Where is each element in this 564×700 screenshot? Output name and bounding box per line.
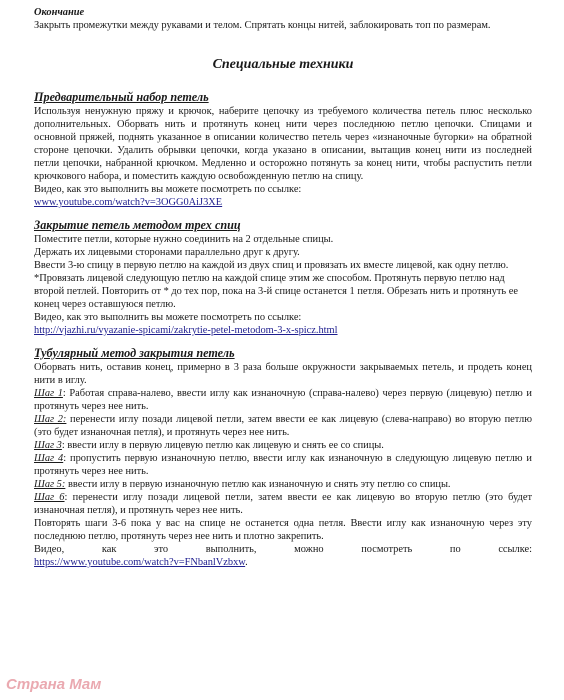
three-needle-line-3: Ввести 3-ю спицу в первую петлю на каждой из двух спиц и провязать их вместе лицевой, как одну петлю. xyxy=(34,260,509,271)
step-text: перенести иглу позади лицевой петли, затем ввести ее как лицевую (слева-направо) во вторую петлю (это будет изнаночная петля), и протянуть через нее нить. xyxy=(34,414,532,438)
step-label: Шаг 1 xyxy=(34,388,63,399)
step-text: : перенести иглу позади лицевой петли, затем ввести ее как лицевую во вторую петлю (это будет изнаночная петля), и протянуть через нее нить. xyxy=(34,492,532,516)
step-label: Шаг 2: xyxy=(34,414,67,425)
step-text: : Работая справа-налево, ввести иглу как изнаночную (справа-налево) через первую (лицевую) петлю и протянуть через нее нить. xyxy=(34,388,532,412)
step-label: Шаг 6 xyxy=(34,492,65,503)
section-provisional-cast-on-title: Предварительный набор петель xyxy=(34,90,209,104)
step-text: : ввести иглу в первую лицевую петлю как лицевую и снять ее со спицы. xyxy=(61,440,384,451)
section-tubular-bindoff-title: Тубулярный метод закрытия петель xyxy=(34,346,235,360)
tubular-repeat: Повторять шаги 3-6 пока у вас на спице не останется одна петля. Ввести иглу как изнаночную через эту последнюю петлю, протянуть через нее нить и плотно закрепить. xyxy=(34,518,532,542)
link-suffix: . xyxy=(245,557,248,568)
step-text: : пропустить первую изнаночную петлю, ввести иглу как изнаночную в следующую лицевую петлю и протянуть через нее нить. xyxy=(34,453,532,477)
special-techniques-title: Специальные техники xyxy=(212,57,354,72)
three-needle-line-2: Держать их лицевыми сторонами параллельно друг к другу. xyxy=(34,247,300,258)
three-needle-line-1: Поместите петли, которые нужно соединить на 2 отдельные спицы. xyxy=(34,234,334,245)
ending-title: Окончание xyxy=(34,7,85,18)
tubular-step-3 xyxy=(34,439,532,452)
tubular-step-1 xyxy=(34,387,532,413)
vjazhi-link[interactable]: http://vjazhi.ru/vyazanie-spicami/zakrytie-petel-metodom-3-x-spicz.html xyxy=(34,325,338,336)
tubular-step-4 xyxy=(34,452,532,478)
step-label: Шаг 5: xyxy=(34,479,66,490)
section-three-needle-bindoff-title: Закрытие петель методом трех спиц xyxy=(34,218,241,232)
step-label: Шаг 4 xyxy=(34,453,64,464)
ending-text: Закрыть промежутки между рукавами и телом. Спрятать концы нитей, заблокировать топ по размерам. xyxy=(34,20,491,31)
step-text: ввести иглу в первую изнаночную петлю как изнаночную и снять эту петлю со спицы. xyxy=(65,479,451,490)
tubular-step-6 xyxy=(34,491,532,517)
section-provisional-cast-on-body: Используя ненужную пряжу и крючок, наберите цепочку из требуемого количества петель плюс несколько дополнительных. Оборвать нить и протянуть конец нити через последнюю петлю цепочки. Спицами и основной пряжей, поднять указанное в описании количество петель через «изнаночные бугорки» на обратной стороне цепочки. Удалить обрывки цепочки, когда указано в описании, вытащив конец нити из последней петли цепочки, набранной крючком. Медленно и осторожно потянуть за конец нити, чтобы распустить петли крючкового набора, и поместить каждую освобожденную петлю на спицу. xyxy=(34,106,532,182)
three-needle-line-4: *Провязать лицевой следующую петлю на каждой спице этим же способом. Протянуть первую петлю над второй петлей. Повторить от * до тех пор, пока на 3-й спице останется 1 петля. Обрезать нить и протянуть ее конец через оставшуюся петлю. xyxy=(34,273,518,310)
section-three-needle-video-text: Видео, как это выполнить вы можете посмотреть по ссылке: xyxy=(34,312,302,323)
tubular-step-5 xyxy=(34,478,532,491)
section-provisional-video-text: Видео, как это выполнить вы можете посмотреть по ссылке: xyxy=(34,184,302,195)
document-page xyxy=(34,6,532,569)
tubular-video-text: Видео, как это выполнить, можно посмотреть по ссылке: xyxy=(34,544,532,555)
step-label: Шаг 3 xyxy=(34,440,62,451)
site-watermark: Страна Мам xyxy=(6,676,102,693)
tubular-intro: Оборвать нить, оставив конец, примерно в 3 раза больше окружности закрываемых петель, и продеть конец нити в иглу. xyxy=(34,362,532,386)
tubular-step-2 xyxy=(34,413,532,439)
youtube-link-1[interactable]: www.youtube.com/watch?v=3OGG0AiJ3XE xyxy=(34,197,223,208)
youtube-link-2[interactable]: https://www.youtube.com/watch?v=FNbanlVzbxw xyxy=(34,557,246,568)
